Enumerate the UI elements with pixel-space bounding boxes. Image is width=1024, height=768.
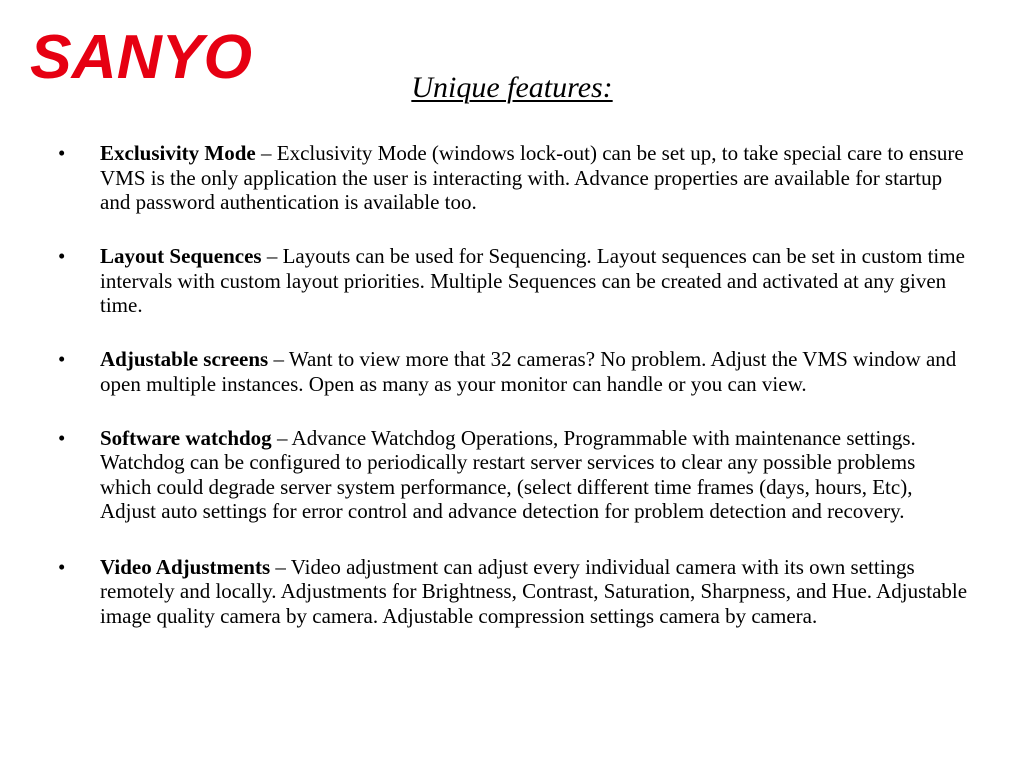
feature-description: – Advance Watchdog Operations, Programmable with maintenance settings. Watchdog can be configured to periodically restart server services to clear any possible problems which could degrade server system performance, (select different time frames (days, hours, Etc), Adjust auto settings for error control and advance detection for problem detection and recovery.	[100, 425, 916, 523]
feature-item-adjustable-screens	[58, 347, 970, 396]
feature-term: Layout Sequences	[100, 244, 262, 268]
bullet-icon: •	[58, 347, 66, 371]
feature-description: – Exclusivity Mode (windows lock-out) can be set up, to take special care to ensure VMS is the only application the user is interacting with. Advance properties are available for startup and password authentication is available too.	[100, 141, 964, 214]
feature-item-layout-sequences	[58, 244, 970, 318]
feature-term: Exclusivity Mode	[100, 141, 256, 165]
feature-description: – Video adjustment can adjust every individual camera with its own settings remotely and locally. Adjustments for Brightness, Contrast, Saturation, Sharpness, and Hue. Adjustable image quality camera by camera. Adjustable compression settings camera by camera.	[100, 554, 968, 628]
bullet-icon: •	[58, 244, 66, 268]
feature-term: Software watchdog	[100, 425, 272, 450]
logo-wordmark: SANYO	[30, 23, 252, 90]
bullet-icon: •	[58, 554, 66, 579]
feature-item-video-adjustments	[58, 554, 970, 629]
feature-item-exclusivity-mode	[58, 141, 970, 215]
feature-description: – Layouts can be used for Sequencing. Layout sequences can be set in custom time intervals with custom layout priorities. Multiple Sequences can be created and activated at any given time.	[100, 244, 965, 317]
feature-item-software-watchdog	[58, 425, 970, 524]
feature-list	[58, 141, 970, 658]
feature-term: Video Adjustments	[100, 554, 271, 579]
bullet-icon: •	[58, 425, 66, 450]
page-title: Unique features:	[411, 71, 613, 104]
bullet-icon: •	[58, 141, 66, 165]
feature-term: Adjustable screens	[100, 347, 269, 371]
feature-description: – Want to view more that 32 cameras? No problem. Adjust the VMS window and open multiple instances. Open as many as your monitor can handle or you can view.	[100, 347, 957, 396]
